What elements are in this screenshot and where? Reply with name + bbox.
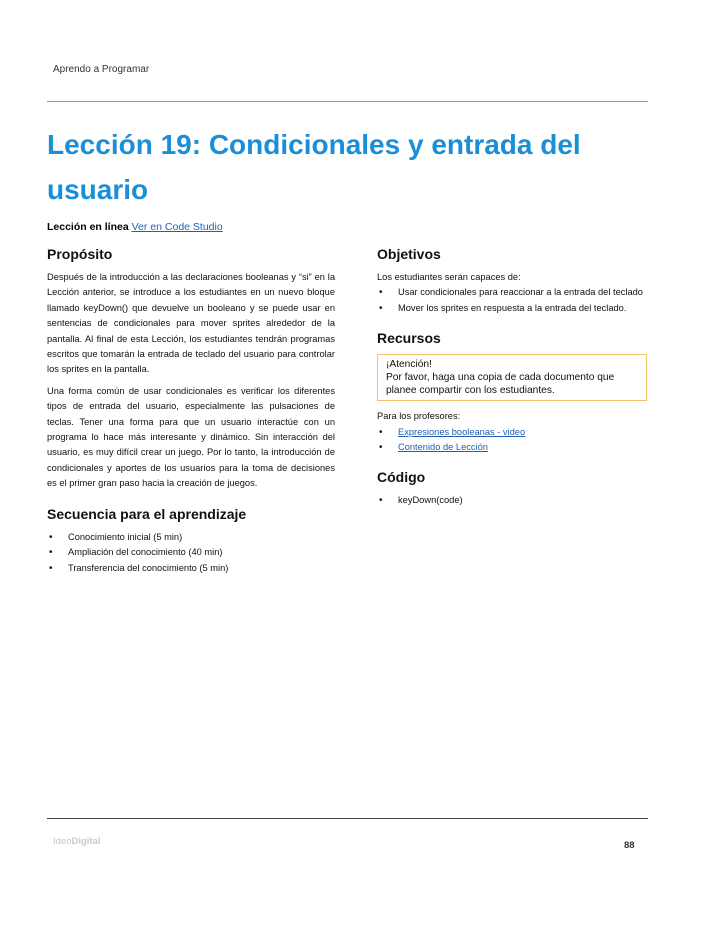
list-item: • keyDown(code) xyxy=(377,493,657,508)
footer-brand-logo xyxy=(53,836,101,847)
list-item: • Transferencia del conocimiento (5 min) xyxy=(47,561,335,576)
objectives-list xyxy=(377,285,657,316)
lesson-content-link[interactable]: Contenido de Lección xyxy=(398,442,488,453)
code-studio-link[interactable]: Ver en Code Studio xyxy=(131,221,223,233)
code-list xyxy=(377,493,657,508)
resources-list xyxy=(377,425,657,456)
attention-title: ¡Atención! xyxy=(386,359,432,371)
sequence-heading: Secuencia para el aprendizaje xyxy=(47,505,247,522)
resources-heading: Recursos xyxy=(377,330,441,347)
list-item xyxy=(377,425,657,440)
teachers-label: Para los profesores: xyxy=(377,411,461,422)
boolean-video-link[interactable]: Expresiones booleanas - video xyxy=(398,426,526,437)
page-number: 88 xyxy=(624,840,635,851)
objectives-heading: Objetivos xyxy=(377,246,441,262)
purpose-paragraph-2: Una forma común de usar condicionales es verificar los diferentes tipos de entrada del usuario, especialmente las pulsaciones de teclas. Tener una forma para que un usuario interactúe con un programa lo hace más interesante y dinámico. Sin interacción del usuario, es muy difícil crear un juego. Por lo tanto, la introducción de condicionales y aportes de los usuarios para la toma de decisiones es el primer gran paso hacia la creación de juegos. xyxy=(47,385,335,489)
running-header: Aprendo a Programar xyxy=(53,64,150,75)
header-divider xyxy=(47,101,648,102)
list-item: • Mover los sprites en respuesta a la entrada del teclado. xyxy=(377,301,657,316)
left-column xyxy=(47,244,335,576)
purpose-paragraph-1: Después de la introducción a las declaraciones booleanas y “si” en la Lección anterior, se introduce a los estudiantes en un nuevo bloque llamado keyDown() que devuelve un booleano y se puede usar en sentencias de condicionales para mover sprites alrededor de la pantalla. Al final de esta Lección, los estudiantes tendrán programas escritos que tomarán la entrada de teclado del usuario para controlar los sprites en la pantalla. xyxy=(47,272,335,375)
brand-bold: Digital xyxy=(71,836,101,847)
code-heading: Código xyxy=(377,469,426,486)
list-item xyxy=(377,440,657,455)
list-item: • Ampliación del conocimiento (40 min) xyxy=(47,545,335,560)
objectives-intro: Los estudiantes serán capaces de: xyxy=(377,272,521,282)
attention-text: Por favor, haga una copia de cada documento que planee compartir con los estudiantes. xyxy=(386,372,615,397)
list-item: • Conocimiento inicial (5 min) xyxy=(47,530,335,545)
online-lesson-label: Lección en línea xyxy=(47,221,129,233)
right-column xyxy=(377,244,657,509)
purpose-heading: Propósito xyxy=(47,246,113,262)
attention-note xyxy=(377,354,647,401)
list-item: • Usar condicionales para reaccionar a la entrada del teclado xyxy=(377,285,657,300)
footer-divider xyxy=(47,818,648,819)
online-lesson-line xyxy=(47,221,223,233)
brand-light: Ideo xyxy=(53,836,72,847)
lesson-title: Lección 19: Condicionales y entrada del usuario xyxy=(47,129,581,205)
sequence-list xyxy=(47,530,335,576)
